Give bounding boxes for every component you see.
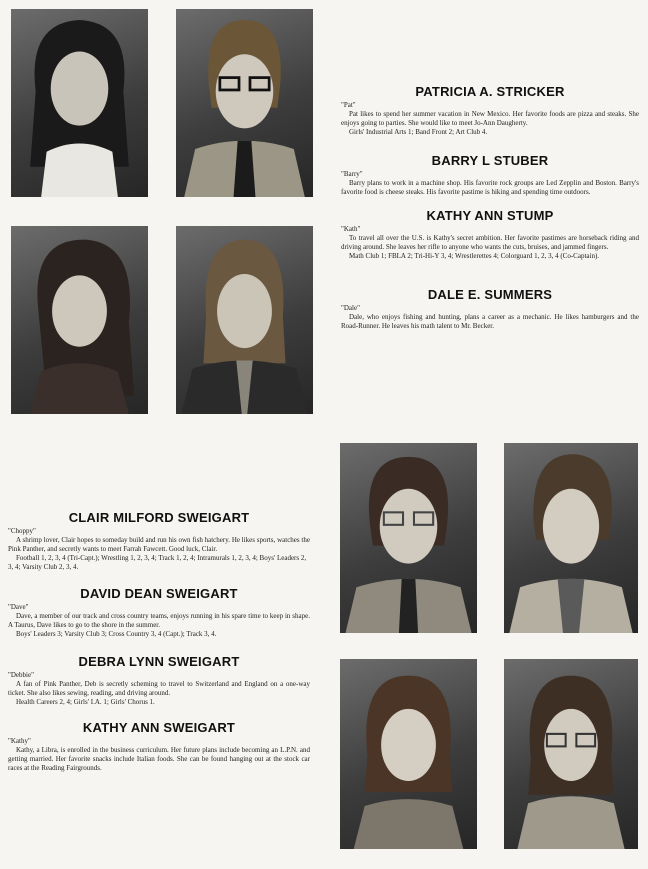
student-name: DEBRA LYNN SWEIGART: [78, 654, 240, 669]
nickname: "Dale": [341, 304, 360, 312]
student-bio: Barry plans to work in a machine shop. His favorite rock groups are Led Zepplin and Boston. Barry's favorite food is cheese steaks. His favorite pastime is hiking and spending time outdoors.: [341, 179, 639, 196]
student-name: PATRICIA A. STRICKER: [415, 84, 565, 99]
student-name: KATHY ANN SWEIGART: [82, 720, 236, 735]
portrait-photo: [176, 226, 313, 414]
senior-entry: [8, 720, 310, 773]
activities-list: Health Careers 2, 4; Girls' I.A. 1; Girls' Chorus 1.: [16, 698, 155, 706]
student-name: KATHY ANN STUMP: [426, 208, 554, 223]
portrait-photo: [340, 659, 477, 849]
nickname: "Kathy": [8, 737, 31, 745]
student-name: DAVID DEAN SWEIGART: [80, 586, 238, 601]
student-name: BARRY L STUBER: [431, 153, 549, 168]
student-bio: Dave, a member of our track and cross country teams, enjoys running in his spare time to keep in shape. A Taurus, Dave likes to go to the shore in the summer.: [8, 612, 310, 629]
student-bio: A shrimp lover, Clair hopes to someday build and run his own fish hatchery. He likes sports, watches the Pink Panther, and secretly wants to meet Farrah Fawcett. Good luck, Clair.: [8, 536, 310, 553]
portrait-photo: [504, 443, 638, 633]
nickname: "Debbie": [8, 671, 34, 679]
portrait-photo: [11, 226, 148, 414]
student-bio: Pat likes to spend her summer vacation in New Mexico. Her favorite foods are pizza and steaks. She enjoys going to parties. She would like to meet Jo-Ann Daugherty.: [341, 110, 639, 127]
activities-list: Girls' Industrial Arts 1; Band Front 2; Art Club 4.: [349, 128, 488, 136]
nickname: "Pat": [341, 101, 356, 109]
senior-entry: [341, 287, 639, 331]
student-name: CLAIR MILFORD SWEIGART: [68, 510, 250, 525]
portrait-photo: [11, 9, 148, 197]
activities-list: Boys' Leaders 3; Varsity Club 3; Cross Country 3, 4 (Capt.); Track 3, 4.: [16, 630, 217, 638]
portrait-photo: [340, 443, 477, 633]
student-bio: Kathy, a Libra, is enrolled in the business curriculum. Her future plans include becoming an L.P.N. and getting married. Her favorite snacks include Italian foods. She can be found hanging out at the stock car races at the Reading Fairgrounds.: [8, 746, 310, 772]
senior-entry: [8, 654, 310, 707]
nickname: "Barry": [341, 170, 363, 178]
activities-list: Football 1, 2, 3, 4 (Tri-Capt.); Wrestling 1, 2, 3, 4; Track 1, 2, 4; Intramurals 1, 2, 3, 4; Boys' Leaders 2, 3, 4; Varsity Club 2, 3, 4.: [8, 554, 307, 571]
student-bio: Dale, who enjoys fishing and hunting, plans a career as a mechanic. He likes hamburgers and the Road-Runner. He leaves his math talent to Mr. Becker.: [341, 313, 639, 330]
senior-entry: [341, 153, 639, 197]
portrait-photo: [176, 9, 313, 197]
senior-entry: [341, 208, 639, 261]
activities-list: Math Club 1; FBLA 2; Tri-Hi-Y 3, 4; Wrestlerettes 4; Colorguard 1, 2, 3, 4 (Co-Captain).: [349, 252, 600, 260]
student-name: DALE E. SUMMERS: [427, 287, 553, 302]
nickname: "Kath": [341, 225, 361, 233]
senior-entry: [341, 84, 639, 137]
senior-entry: [8, 586, 310, 639]
student-bio: A fan of Pink Panther, Deb is secretly scheming to travel to Switzerland and England on a one-way ticket. She also likes sewing, reading, and driving around.: [8, 680, 310, 697]
nickname: "Dave": [8, 603, 29, 611]
senior-entry: [8, 510, 310, 572]
nickname: "Choppy": [8, 527, 36, 535]
portrait-photo: [504, 659, 638, 849]
student-bio: To travel all over the U.S. is Kathy's secret ambition. Her favorite pastimes are horseback riding and driving around. She leaves her rifle to anyone who wants the cuts, bruises, and jammed fingers.: [341, 234, 639, 251]
